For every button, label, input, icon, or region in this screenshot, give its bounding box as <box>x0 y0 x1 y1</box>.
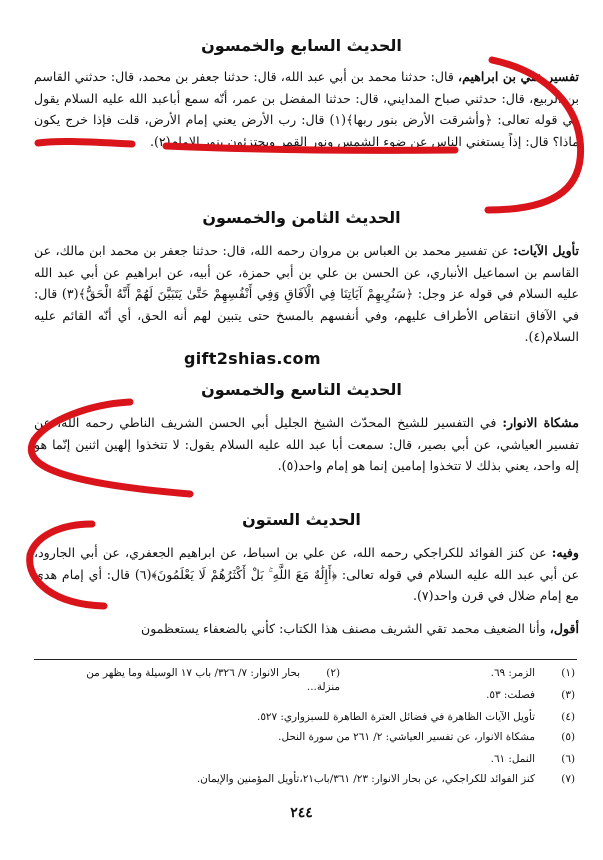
hadith-60-source: وفيه: <box>551 545 579 560</box>
hadith-57-text: قال: حدثنا محمد بن أبي عبد الله، قال: حدثنا جعفر بن محمد، قال: حدثني القاسم بن الربيع، قال: حدثني صباح المدايني، قال: حدثنا المفضل بن عمر، أنّه سمع أباعبد الله عليه السلام يقول في قوله تعالى: ﴿وأشرقت الأرض بنور ربها﴾(١) قال: رب الأرض يعني إمام الأرض، قلت فإذا خرج يكون ماذا؟ قال: إذاً يستغني الناس عن ضوء الشمس ونور القمر ويجتزئون بنور الإمام(٢). <box>34 69 579 149</box>
footnote-text: تأويل الآيات الظاهرة في فضائل العترة الطاهرة للسبزواري: ٥٢٧. <box>257 711 535 723</box>
page-number: ٢٤٤ <box>290 805 313 821</box>
footnote-number: (٤) <box>561 711 575 723</box>
section-heading-60: الحديث الستون <box>242 510 361 529</box>
footnote-5 <box>34 730 575 744</box>
section-heading-58: الحديث الثامن والخمسون <box>202 208 401 227</box>
hadith-58-source: تأويل الآيات: <box>513 243 579 258</box>
hadith-59 <box>34 412 579 477</box>
footnote-text: مشكاة الانوار، عن تفسير العياشي: ٢/ ٢٦١ من سورة النحل. <box>278 731 535 743</box>
hadith-58-text: عن تفسير محمد بن العباس بن مروان رحمه الله، قال: حدثنا جعفر بن محمد ابن مالك، عن القاسم بن اسماعيل الأنباري، عن الحسن بن علي بن أبي حمزة، عن أبيه، عن ابراهيم عن أبي عبد الله عليه السلام في قوله عز وجل: ﴿سَنُرِيهِمْ آيَاتِنَا فِي الْآفَاقِ وَفِي أَنْفُسِهِمْ حَتَّىٰ يَتَبَيَّنَ لَهُمْ أَنَّهُ الْحَقُّ﴾(٣) قال: في الآفاق انتقاص الأطراف عليهم، وفي أنفسهم بالمسخ حتى يتبين لهم أنه الحق، أي أنّه القائم عليه السلام(٤). <box>34 243 579 344</box>
site-watermark: gift2shias.com <box>184 349 321 368</box>
footnote-text: كنز الفوائد للكراجكي، عن بحار الانوار: ٢٣/ ٣٦١/باب٢١،تأويل المؤمنين والإيمان. <box>196 773 535 785</box>
closing-paragraph <box>34 618 579 640</box>
footnote-number: (٦) <box>561 753 575 765</box>
footnote-text: بحار الانوار: ٧/ ٣٢٦/ باب ١٧ الوسيلة وما يظهر من منزلة... <box>86 667 340 693</box>
footnote-3 <box>34 688 575 702</box>
hadith-59-source: مشكاة الانوار: <box>502 415 579 430</box>
footnote-number: (٥) <box>561 731 575 743</box>
hadith-57 <box>34 66 579 152</box>
section-heading-57: الحديث السابع والخمسون <box>201 36 402 55</box>
hadith-59-text: في التفسير للشيخ المحدّث الشيخ الجليل أبي الحسن الشريف الناطي رحمه الله، عن تفسير العياشي، عن أبي بصير، قال: سمعت أبا عبد الله عليه السلام يقول: لا تتخذوا إلهين اثنين إنّما هو إله واحد، يعني بذلك لا تتخذوا إمامين إنما هو إمام واحد(٥). <box>34 415 579 473</box>
footnote-7 <box>34 772 575 786</box>
hadith-58 <box>34 240 579 348</box>
footnote-number: (٧) <box>561 773 575 785</box>
closing-text: وأنا الضعيف محمد تقي الشريف مصنف هذا الكتاب: كأني بالضعفاء يستعظمون <box>141 621 550 636</box>
footnote-text: فصلت: ٥٣. <box>486 689 535 701</box>
footnote-4 <box>34 710 575 724</box>
footnote-6 <box>34 752 575 766</box>
hadith-57-source: تفسير علي بن ابراهيم، <box>458 69 580 84</box>
closing-lead: أقول، <box>549 621 579 636</box>
footnote-number: (١) <box>561 667 575 679</box>
footnote-number: (٣) <box>561 689 575 701</box>
footnote-number: (٢) <box>326 667 340 679</box>
footnote-divider <box>34 659 577 660</box>
section-heading-59: الحديث التاسع والخمسون <box>201 380 402 399</box>
footnote-text: الزمر: ٦٩. <box>490 667 535 679</box>
hadith-60 <box>34 542 579 607</box>
hadith-60-text: عن كنز الفوائد للكراجكي رحمه الله، عن علي بن اسباط، عن ابراهيم الجعفري، عن أبي الجارود، عن أبي عبد الله عليه السلام في قوله تعالى: ﴿أَإِلَٰهٌ مَعَ اللَّهِ ۚ بَلْ أَكْثَرُهُمْ لَا يَعْلَمُونَ﴾(٦) قال: أي إمام هدى مع إمام ضلال في قرن واحد(٧). <box>34 545 579 603</box>
footnote-text: النمل: ٦١. <box>490 753 535 765</box>
